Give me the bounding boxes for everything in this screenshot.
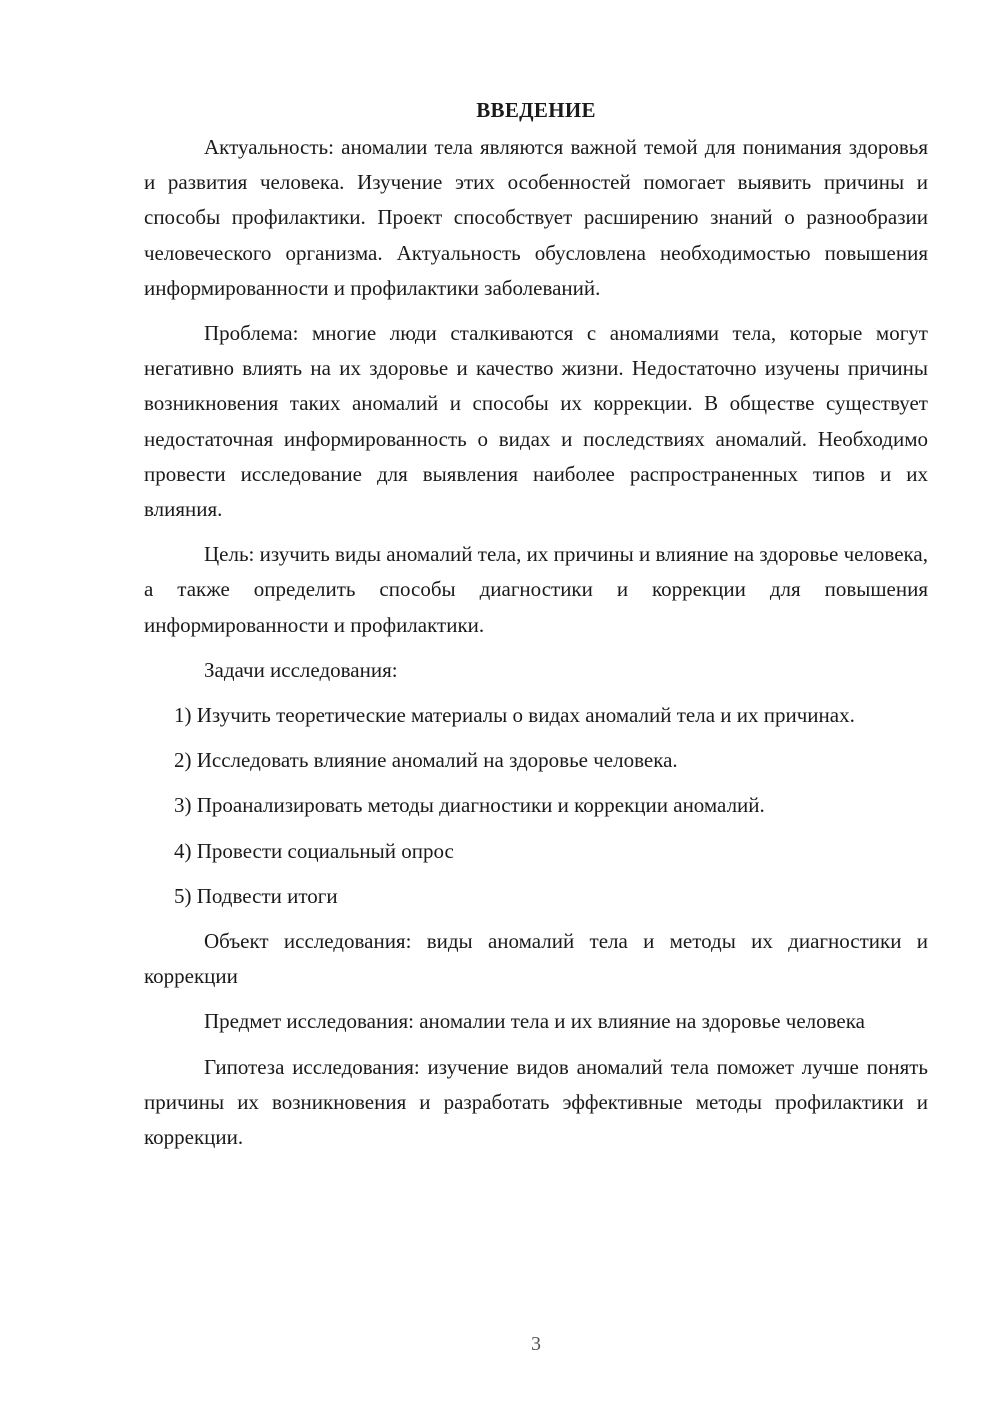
paragraph-problem: Проблема: многие люди сталкиваются с аномалиями тела, которые могут негативно влиять на их здоровье и качество жизни. Недостаточно изучены причины возникновения таких аномалий и способы их коррекции. В обществе существует недостаточная информированность о видах и последствиях аномалий. Необходимо провести исследование для выявления наиболее распространенных типов и их влияния.	[144, 321, 928, 522]
paragraph-subject: Предмет исследования: аномалии тела и их влияние на здоровье человека	[204, 1009, 865, 1034]
task-item: 5) Подвести итоги	[174, 883, 338, 908]
task-item: 1) Изучить теоретические материалы о видах аномалий тела и их причинах.	[174, 703, 855, 728]
paragraph-hypothesis: Гипотеза исследования: изучение видов аномалий тела поможет лучше понять причины их возникновения и разработать эффективные методы профилактики и коррекции.	[144, 1054, 928, 1150]
task-item: 3) Проанализировать методы диагностики и коррекции аномалий.	[174, 793, 765, 818]
paragraph-object: Объект исследования: виды аномалий тела и методы их диагностики и коррекции	[144, 929, 928, 989]
task-item: 4) Провести социальный опрос	[174, 838, 454, 863]
task-item: 2) Исследовать влияние аномалий на здоровье человека.	[174, 748, 678, 773]
paragraph-relevance: Актуальность: аномалии тела являются важной темой для понимания здоровья и развития человека. Изучение этих особенностей помогает выявить причины и способы профилактики. Проект способствует расширению знаний о разнообразии человеческого организма. Актуальность обусловлена необходимостью повышения информированности и профилактики заболеваний.	[144, 135, 928, 300]
page-number: 3	[531, 1333, 541, 1355]
paragraph-goal: Цель: изучить виды аномалий тела, их причины и влияние на здоровье человека, а также определить способы диагностики и коррекции для повышения информированности и профилактики.	[144, 542, 928, 637]
page-title: ВВЕДЕНИЕ	[476, 98, 596, 122]
paragraph-tasks-heading: Задачи исследования:	[204, 657, 398, 682]
document-page	[144, 92, 928, 1165]
